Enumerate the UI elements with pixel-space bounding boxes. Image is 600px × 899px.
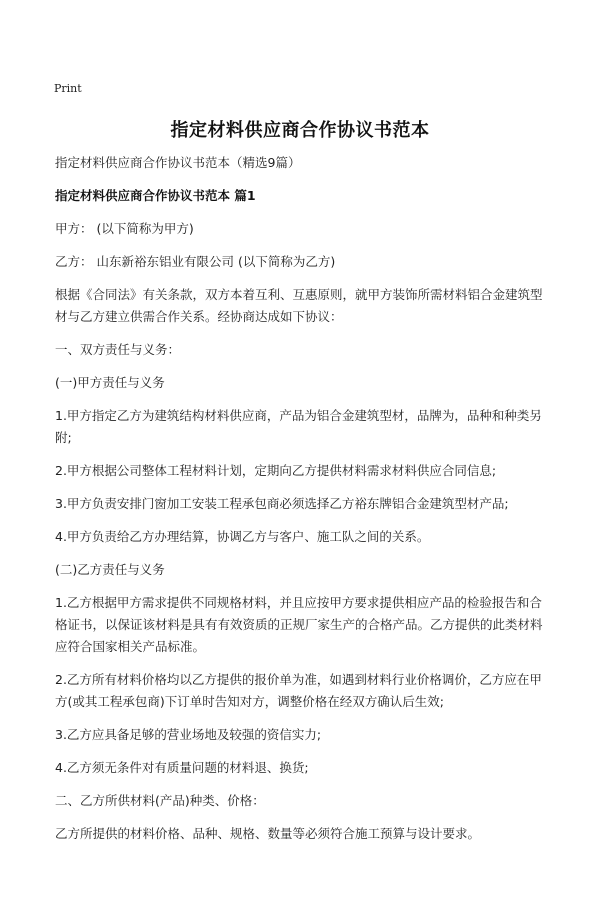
clause-paragraph: 4.甲方负责给乙方办理结算，协调乙方与客户、施工队之间的关系。 — [55, 529, 430, 544]
clause-paragraph: 2.甲方根据公司整体工程材料计划，定期向乙方提供材料需求材料供应合同信息; — [55, 463, 497, 478]
clause-paragraph: 1.乙方根据甲方需求提供不同规格材料，并且应按甲方要求提供相应产品的检验报告和合格证书，以保证该材料是具有有效资质的正规厂家生产的合格产品。乙方提供的此类材料应符合国家相关产品标准。 — [55, 595, 543, 654]
preamble-paragraph: 根据《合同法》有关条款，双方本着互利、互惠原则，就甲方装饰所需材料铝合金建筑型材与乙方建立供需合作关系。经协商达成如下协议： — [55, 287, 543, 324]
clause-paragraph: 3.甲方负责安排门窗加工安装工程承包商必须选择乙方裕东牌铝合金建筑型材产品; — [55, 496, 509, 511]
clause-heading: 一、双方责任与义务： — [55, 342, 181, 357]
document-body — [55, 152, 550, 856]
party-b-line: 乙方： 山东新裕东铝业有限公司 (以下简称为乙方) — [55, 254, 336, 269]
subtitle-paragraph: 指定材料供应商合作协议书范本（精选9篇） — [55, 155, 301, 170]
clause-paragraph: 2.乙方所有材料价格均以乙方提供的报价单为准，如遇到材料行业价格调价，乙方应在甲方(或其工程承包商)下订单时告知对方，调整价格在经双方确认后生效; — [55, 672, 542, 709]
subclause-heading: (一)甲方责任与义务 — [55, 375, 165, 390]
section-heading: 指定材料供应商合作协议书范本 篇1 — [55, 188, 256, 203]
clause-paragraph: 1.甲方指定乙方为建筑结构材料供应商，产品为铝合金建筑型材，品牌为，品种和种类另附; — [55, 408, 542, 445]
clause-heading: 二、乙方所供材料(产品)种类、价格： — [55, 793, 265, 808]
clause-paragraph: 乙方所提供的材料价格、品种、规格、数量等必须符合施工预算与设计要求。 — [55, 826, 481, 841]
page-title: 指定材料供应商合作协议书范本 — [170, 120, 430, 141]
clause-paragraph: 3.乙方应具备足够的营业场地及较强的资信实力; — [55, 727, 322, 742]
print-label: Print — [54, 82, 82, 95]
subclause-heading: (二)乙方责任与义务 — [55, 562, 165, 577]
clause-paragraph: 4.乙方须无条件对有质量问题的材料退、换货; — [55, 760, 309, 775]
party-a-line: 甲方： (以下简称为甲方) — [55, 221, 194, 236]
